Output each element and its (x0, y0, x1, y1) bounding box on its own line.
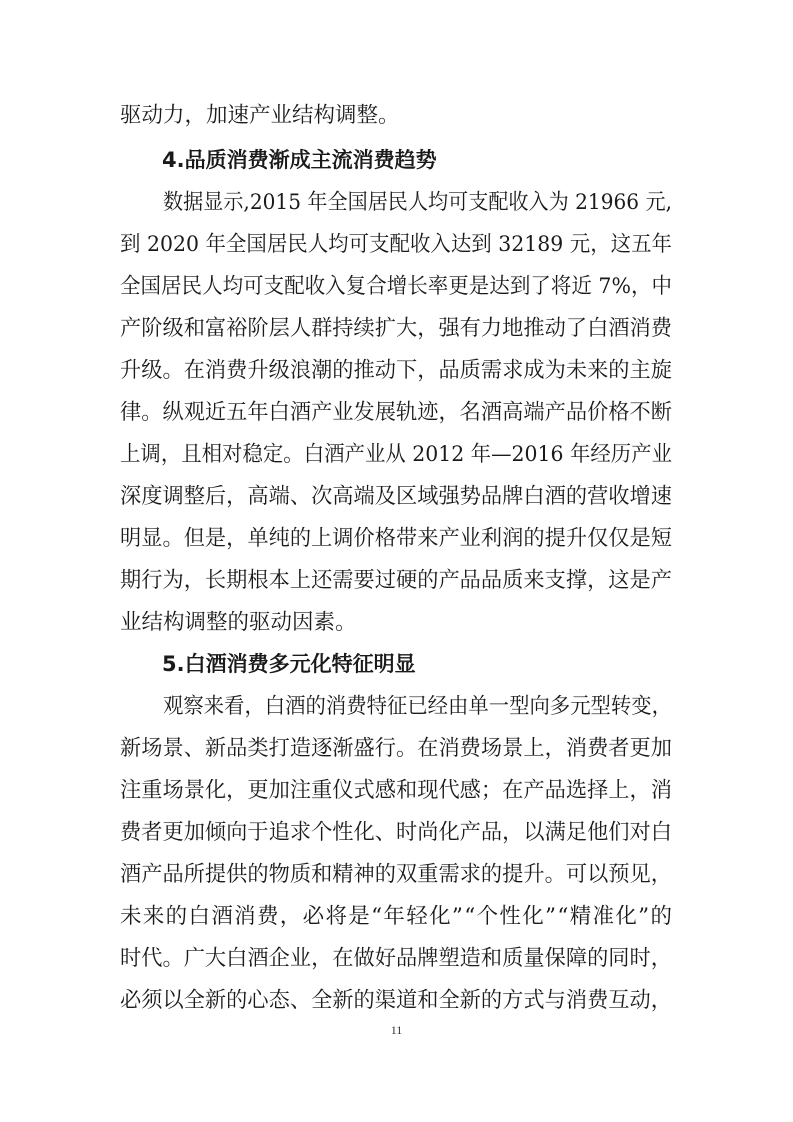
paragraph-line (0, 183, 793, 223)
paragraph-text: 必须以全新的心态、全新的渠道和全新的方式与消费互动， (120, 988, 672, 1013)
paragraph-text: 深度调整后，高端、次高端及区域强势品牌白酒的营收增速 (120, 484, 672, 509)
paragraph-text: 观察来看，白酒的消费特征已经由单一型向多元型转变， (163, 694, 672, 719)
paragraph-line (0, 771, 793, 811)
paragraph-text: 酒产品所提供的物质和精神的双重需求的提升。可以预见， (120, 862, 672, 887)
paragraph-line (0, 393, 793, 433)
section-4-heading: 4.品质消费渐成主流消费趋势 (162, 148, 437, 172)
paragraph-text: 注重场景化，更加注重仪式感和现代感；在产品选择上，消 (120, 778, 672, 803)
paragraph-text: 时代。广大白酒企业，在做好品牌塑造和质量保障的同时， (120, 946, 672, 971)
paragraph-line (0, 813, 793, 853)
paragraph-line (0, 687, 793, 727)
paragraph-line (0, 225, 793, 265)
paragraph-text: 新场景、新品类打造逐渐盛行。在消费场景上，消费者更加 (120, 736, 672, 761)
paragraph-text: 产阶级和富裕阶层人群持续扩大，强有力地推动了白酒消费 (120, 316, 672, 341)
paragraph-line (0, 981, 793, 1021)
paragraph-line (0, 897, 793, 937)
paragraph-text: 未来的白酒消费，必将是“年轻化”“个性化”“精准化”的 (120, 904, 674, 929)
paragraph-line (0, 435, 793, 475)
paragraph-line (0, 267, 793, 307)
paragraph-text: 数据显示,2015 年全国居民人均可支配收入为 21966 元, (163, 190, 672, 215)
page-number: 11 (390, 1023, 403, 1037)
paragraph-line (0, 351, 793, 391)
paragraph-text: 费者更加倾向于追求个性化、时尚化产品，以满足他们对白 (120, 820, 672, 845)
section-5-heading: 5.白酒消费多元化特征明显 (162, 652, 416, 676)
paragraph-text: 到 2020 年全国居民人均可支配收入达到 32189 元，这五年 (120, 232, 672, 257)
paragraph-text: 律。纵观近五年白酒产业发展轨迹，名酒高端产品价格不断 (120, 400, 672, 425)
paragraph-line (0, 603, 793, 643)
paragraph-text: 业结构调整的驱动因素。 (120, 610, 357, 635)
paragraph-text: 驱动力，加速产业结构调整。 (120, 103, 400, 128)
paragraph-line (0, 729, 793, 769)
paragraph-line (0, 855, 793, 895)
section-heading (0, 644, 793, 684)
paragraph-text: 明显。但是，单纯的上调价格带来产业利润的提升仅仅是短 (120, 526, 672, 551)
paragraph-text: 上调，且相对稳定。白酒产业从 2012 年—2016 年经历产业 (120, 442, 672, 467)
paragraph-line (0, 96, 793, 136)
paragraph-line (0, 939, 793, 979)
paragraph-line (0, 477, 793, 517)
paragraph-line (0, 519, 793, 559)
paragraph-text: 升级。在消费升级浪潮的推动下，品质需求成为未来的主旋 (120, 358, 672, 383)
paragraph-line (0, 309, 793, 349)
paragraph-text: 期行为，长期根本上还需要过硬的产品品质来支撑，这是产 (120, 568, 672, 593)
section-heading (0, 140, 793, 180)
paragraph-text: 全国居民人均可支配收入复合增长率更是达到了将近 7%，中 (120, 274, 672, 299)
paragraph-line (0, 561, 793, 601)
